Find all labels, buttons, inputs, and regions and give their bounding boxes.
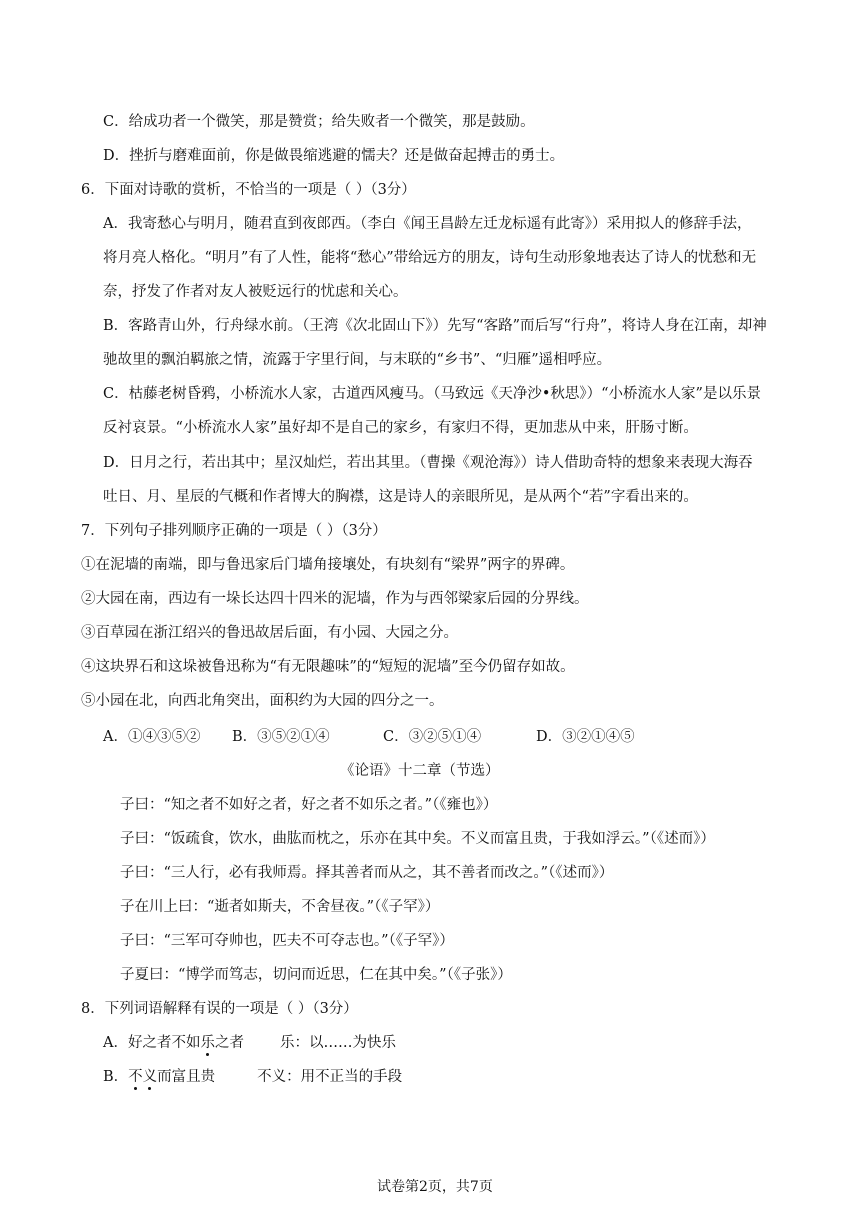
q7-choice-d: D．③②①④⑤ [536, 729, 635, 745]
page-footer: 试卷第2页，共7页 [377, 1179, 493, 1195]
q8-option-a [103, 1033, 396, 1053]
q6-option-b-line1: B．客路青山外，行舟绿水前。（王湾《次北固山下》）先写“客路”而后写“行舟”，将诗人身在江南，却神 [103, 318, 767, 334]
q5-option-c: C．给成功者一个微笑，那是赞赏；给失败者一个微笑，那是鼓励。 [103, 114, 535, 130]
passage-line-6: 子夏曰：“博学而笃志，切问而近思，仁在其中矣。”（《子张》） [120, 967, 512, 983]
q8-option-b-dotted-char-2: 义 [142, 1069, 158, 1085]
q8-option-b-explain: 不义：用不正当的手段 [257, 1069, 403, 1085]
q5-option-d: D．挫折与磨难面前，你是做畏缩逃避的懦夫？还是做奋起搏击的勇士。 [103, 148, 565, 164]
q6-option-c-line2: 反衬哀景。“小桥流水人家”虽好却不是自己的家乡，有家归不得，更加悲从中来，肝肠寸断。 [103, 420, 698, 436]
q7-choice-a: A．①④③⑤② [103, 729, 201, 745]
passage-title: 《论语》十二章（节选） [340, 763, 500, 779]
q8-option-b-letter: B． [103, 1069, 129, 1085]
q6-option-b-line2: 驰故里的飘泊羁旅之情，流露于字里行间，与末联的“乡书”、“归雁”遥相呼应。 [103, 352, 612, 368]
q7-sentence-1: ①在泥墙的南端，即与鲁迅家后门墙角接壤处，有块刻有“梁界”两字的界碑。 [81, 557, 575, 573]
q8-option-b-dotted-char-1: 不 [128, 1069, 143, 1085]
passage-line-2: 子曰：“饭疏食，饮水，曲肱而枕之，乐亦在其中矣。不义而富且贵，于我如浮云。”（《述而》） [120, 831, 715, 847]
q8-option-a-text-post: 之者 [214, 1035, 244, 1051]
q8-option-b [103, 1067, 402, 1087]
passage-line-4: 子在川上曰：“逝者如斯夫，不舍昼夜。”（《子罕》） [120, 899, 440, 915]
q6-stem: 6．下面对诗歌的赏析，不恰当的一项是（ ）（3分） [81, 182, 416, 198]
q8-option-a-explain: 乐：以……为快乐 [279, 1035, 396, 1051]
q8-option-a-text-pre: A．好之者不如 [103, 1035, 201, 1051]
q7-sentence-2: ②大园在南，西边有一垛长达四十四米的泥墙，作为与西邻梁家后园的分界线。 [81, 591, 589, 607]
q7-sentence-3: ③百草园在浙江绍兴的鲁迅故居后面，有小园、大园之分。 [81, 625, 458, 641]
q6-option-a-line3: 奈，抒发了作者对友人被贬远行的忧虑和关心。 [103, 284, 408, 300]
passage-line-5: 子曰：“三军可夺帅也，匹夫不可夺志也。”（《子罕》） [120, 933, 454, 949]
q6-option-d-line1: D．日月之行，若出其中；星汉灿烂，若出其里。（曹操《观沧海》）诗人借助奇特的想象来表现大海吞 [103, 455, 753, 471]
q7-choice-c: C．③②⑤①④ [383, 729, 482, 745]
passage-line-1: 子曰：“知之者不如好之者，好之者不如乐之者。”（《雍也》） [120, 797, 498, 813]
passage-line-3: 子曰：“三人行，必有我师焉。择其善者而从之，其不善者而改之。”（《述而》） [120, 865, 614, 881]
q8-stem: 8．下列词语解释有误的一项是（ ）（3分） [81, 1001, 358, 1017]
q8-option-b-text-post: 而富且贵 [157, 1069, 216, 1085]
q6-option-a-line2: 将月亮人格化。“明月”有了人性，能将“愁心”带给远方的朋友，诗句生动形象地表达了诗人的忧愁和无 [103, 250, 757, 266]
q7-sentence-4: ④这块界石和这垛被鲁迅称为“有无限趣味”的“短短的泥墙”至今仍留存如故。 [81, 659, 575, 675]
q7-stem: 7．下列句子排列顺序正确的一项是（ ）（3分） [81, 523, 387, 539]
q7-sentence-5: ⑤小园在北，向西北角突出，面积约为大园的四分之一。 [81, 693, 444, 709]
q8-option-a-dotted-word: 乐 [200, 1035, 215, 1051]
q6-option-d-line2: 吐日、月、星辰的气概和作者博大的胸襟，这是诗人的亲眼所见，是从两个“若”字看出来的。 [103, 489, 698, 505]
q6-option-a-line1: A．我寄愁心与明月，随君直到夜郎西。（李白《闻王昌龄左迁龙标遥有此寄》）采用拟人的修辞手法， [103, 216, 752, 232]
q6-option-c-line1: C．枯藤老树昏鸦，小桥流水人家，古道西风瘦马。（马致远《天净沙•秋思》）“小桥流水人家”是以乐景 [103, 386, 761, 402]
q7-choice-b: B．③⑤②①④ [232, 729, 330, 745]
